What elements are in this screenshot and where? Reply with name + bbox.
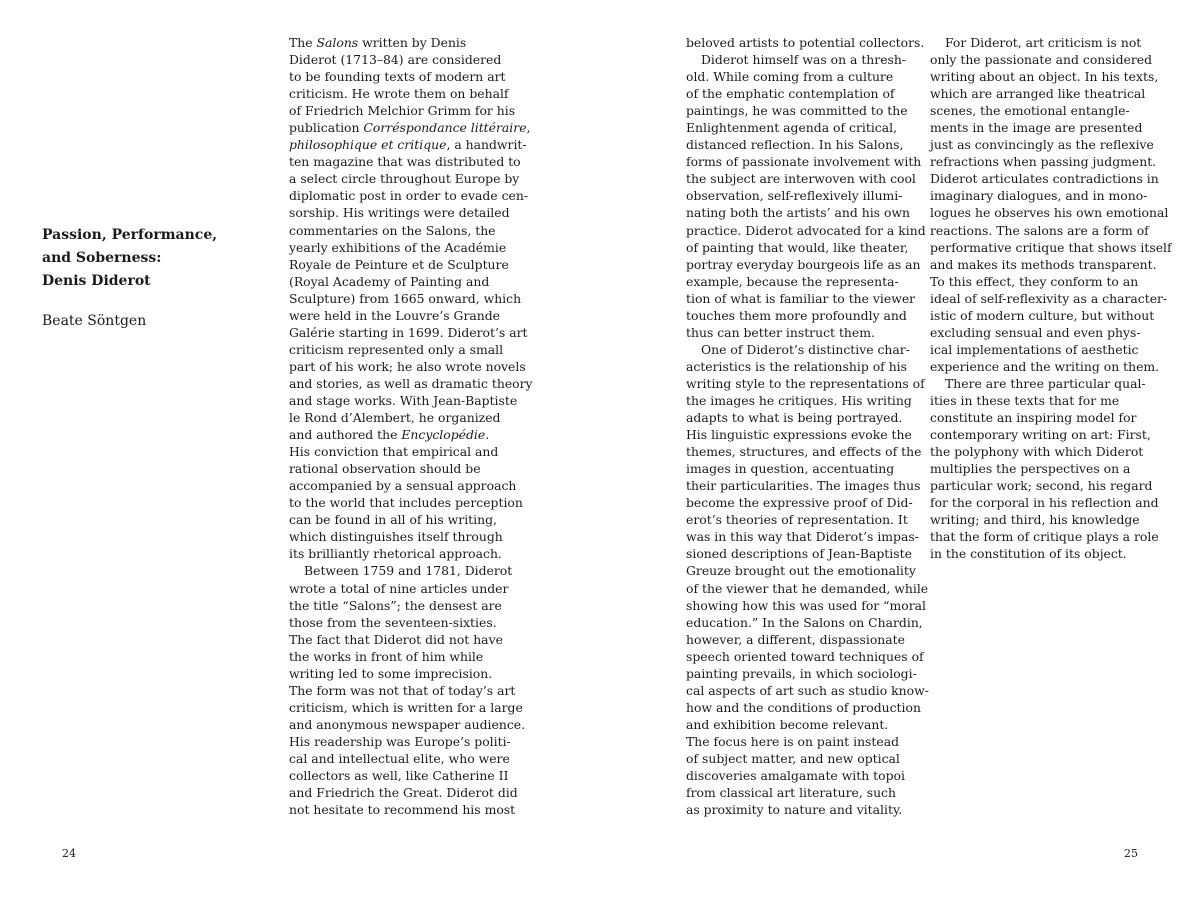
text-line: constitute an inspiring model for bbox=[930, 410, 1137, 426]
text-line: the polyphony with which Diderot bbox=[930, 444, 1144, 460]
text-line: old. While coming from a culture bbox=[686, 69, 894, 85]
text-line: speech oriented toward techniques of bbox=[686, 648, 924, 664]
text-line: acteristics is the relationship of his bbox=[686, 358, 907, 374]
text-line: performative critique that shows itself bbox=[930, 239, 1172, 255]
text-line: which are arranged like theatrical bbox=[930, 86, 1146, 102]
page-number-left: 24 bbox=[62, 847, 76, 860]
text-line: Diderot himself was on a thresh- bbox=[701, 52, 907, 68]
text-line: His conviction that empirical and bbox=[289, 444, 499, 460]
text-line: of the viewer that he demanded, while bbox=[686, 580, 929, 596]
text-line: Diderot (1713–84) are considered bbox=[289, 52, 502, 68]
text-line: become the expressive proof of Did- bbox=[686, 495, 913, 511]
text-line: ten magazine that was distributed to bbox=[289, 154, 521, 170]
text-line: and Friedrich the Great. Diderot did bbox=[289, 785, 518, 801]
text-line: yearly exhibitions of the Académie bbox=[289, 239, 507, 255]
text-line: sioned descriptions of Jean-Baptiste bbox=[686, 546, 912, 562]
text-line: themes, structures, and effects of the bbox=[686, 444, 922, 460]
text-line: showing how this was used for “moral bbox=[686, 597, 926, 613]
text-line: nating both the artists’ and his own bbox=[686, 205, 911, 221]
text-line: observation, self-reflexively illumi- bbox=[686, 188, 903, 204]
text-line: excluding sensual and even phys- bbox=[930, 324, 1141, 340]
text-line: writing style to the representations of bbox=[686, 375, 925, 391]
text-line: in the constitution of its object. bbox=[930, 546, 1127, 562]
text-line: Galérie starting in 1699. Diderot’s art bbox=[289, 324, 528, 340]
text-line: painting prevails, in which sociologi- bbox=[686, 665, 917, 681]
text-line: For Diderot, art criticism is not bbox=[945, 35, 1142, 50]
text-line: practice. Diderot advocated for a kind bbox=[686, 222, 926, 238]
text-line: (Royal Academy of Painting and bbox=[289, 273, 490, 289]
text-line: only the passionate and considered bbox=[930, 52, 1153, 68]
text-line: Between 1759 and 1781, Diderot bbox=[304, 563, 513, 579]
text-line: scenes, the emotional entangle- bbox=[930, 103, 1130, 119]
text-line: the title “Salons”; the densest are bbox=[289, 597, 502, 613]
page-number-right: 25 bbox=[1124, 847, 1138, 860]
text-line: philosophique et critique, a handwrit- bbox=[289, 137, 527, 153]
text-line: of the emphatic contemplation of bbox=[686, 86, 895, 102]
text-line: cal and intellectual elite, who were bbox=[289, 750, 510, 766]
text-line: and exhibition become relevant. bbox=[686, 716, 889, 732]
text-line: imaginary dialogues, and in mono- bbox=[930, 188, 1148, 204]
text-line: and authored the Encyclopédie. bbox=[289, 427, 490, 443]
text-line: however, a different, dispassionate bbox=[686, 631, 905, 647]
text-line: to the world that includes perception bbox=[289, 495, 523, 511]
text-line: example, because the representa- bbox=[686, 273, 899, 289]
text-line: accompanied by a sensual approach bbox=[289, 478, 517, 494]
text-line: the works in front of him while bbox=[289, 648, 484, 664]
text-line: le Rond d’Alembert, he organized bbox=[289, 410, 501, 426]
text-line: commentaries on the Salons, the bbox=[289, 222, 496, 238]
text-line: tion of what is familiar to the viewer bbox=[686, 290, 916, 306]
chapter-title-line: Denis Diderot bbox=[42, 273, 151, 289]
text-line: of Friedrich Melchior Grimm for his bbox=[289, 103, 516, 119]
text-line: Enlightenment agenda of critical, bbox=[686, 120, 898, 136]
chapter-title-line: Passion, Performance, bbox=[42, 227, 218, 243]
text-line: The form was not that of today’s art bbox=[289, 682, 516, 698]
text-line: multiplies the perspectives on a bbox=[930, 461, 1131, 477]
text-line: adapts to what is being portrayed. bbox=[686, 410, 903, 426]
text-line: His readership was Europe’s politi- bbox=[289, 733, 511, 749]
text-line: ideal of self-reflexivity as a character- bbox=[930, 290, 1168, 306]
text-line: and makes its methods transparent. bbox=[930, 256, 1157, 272]
text-line: the subject are interwoven with cool bbox=[686, 171, 916, 187]
text-line: was in this way that Diderot’s impas- bbox=[686, 529, 919, 545]
text-line: sorship. His writings were detailed bbox=[289, 205, 510, 221]
text-line: how and the conditions of production bbox=[686, 699, 921, 715]
text-line: Sculpture) from 1665 onward, which bbox=[289, 290, 522, 306]
text-line: education.” In the Salons on Chardin, bbox=[686, 614, 923, 630]
text-line: forms of passionate involvement with bbox=[686, 154, 922, 170]
text-line: of subject matter, and new optical bbox=[686, 750, 900, 766]
text-line: erot’s theories of representation. It bbox=[686, 512, 908, 528]
text-line: writing about an object. In his texts, bbox=[930, 69, 1159, 85]
text-line: logues he observes his own emotional bbox=[930, 205, 1169, 221]
text-line: reactions. The salons are a form of bbox=[930, 222, 1149, 238]
text-line: ments in the image are presented bbox=[930, 120, 1143, 136]
text-line: experience and the writing on them. bbox=[930, 358, 1160, 374]
text-line: particular work; second, his regard bbox=[930, 478, 1153, 494]
text-line: and stage works. With Jean-Baptiste bbox=[289, 392, 518, 408]
text-line: that the form of critique plays a role bbox=[930, 529, 1159, 545]
text-line: refractions when passing judgment. bbox=[930, 154, 1157, 170]
text-line: cal aspects of art such as studio know- bbox=[686, 682, 929, 698]
text-line: Royale de Peinture et de Sculpture bbox=[289, 256, 509, 272]
text-line: portray everyday bourgeois life as an bbox=[686, 256, 921, 272]
text-line: just as convincingly as the reflexive bbox=[930, 137, 1154, 153]
text-line: criticism, which is written for a large bbox=[289, 699, 523, 715]
text-line: criticism represented only a small bbox=[289, 341, 504, 357]
text-line: touches them more profoundly and bbox=[686, 307, 907, 323]
text-line: Diderot articulates contradictions in bbox=[930, 171, 1159, 187]
text-line: can be found in all of his writing, bbox=[289, 512, 497, 528]
text-line: rational observation should be bbox=[289, 461, 481, 477]
text-line: collectors as well, like Catherine II bbox=[289, 768, 509, 784]
text-line: contemporary writing on art: First, bbox=[930, 427, 1151, 443]
text-line: Greuze brought out the emotionality bbox=[686, 563, 916, 579]
text-line: criticism. He wrote them on behalf bbox=[289, 86, 509, 102]
chapter-heading bbox=[42, 224, 262, 333]
text-line: to be founding texts of modern art bbox=[289, 69, 506, 85]
author-name: Beate Söntgen bbox=[42, 313, 147, 329]
text-line: images in question, accentuating bbox=[686, 461, 895, 477]
text-column-3 bbox=[930, 34, 1172, 562]
chapter-title bbox=[42, 224, 262, 293]
text-line: writing led to some imprecision. bbox=[289, 665, 493, 681]
text-column-1 bbox=[289, 34, 533, 818]
text-line: their particularities. The images thus bbox=[686, 478, 921, 494]
text-line: a select circle throughout Europe by bbox=[289, 171, 520, 187]
text-line: paintings, he was committed to the bbox=[686, 103, 908, 119]
text-line: and stories, as well as dramatic theory bbox=[289, 375, 533, 391]
text-line: There are three particular qual- bbox=[945, 375, 1146, 391]
text-line: which distinguishes itself through bbox=[289, 529, 503, 545]
text-line: His linguistic expressions evoke the bbox=[686, 427, 912, 443]
text-line: beloved artists to potential collectors. bbox=[686, 35, 925, 50]
text-line: from classical art literature, such bbox=[686, 785, 896, 801]
text-line: The focus here is on paint instead bbox=[686, 733, 900, 749]
text-line: distanced reflection. In his Salons, bbox=[686, 137, 904, 153]
text-line: ities in these texts that for me bbox=[930, 392, 1120, 408]
text-column-2 bbox=[686, 34, 929, 818]
text-line: discoveries amalgamate with topoi bbox=[686, 768, 905, 784]
text-line: The Salons written by Denis bbox=[289, 35, 467, 50]
text-line: not hesitate to recommend his most bbox=[289, 802, 516, 818]
text-line: for the corporal in his reflection and bbox=[930, 495, 1159, 511]
text-line: the images he critiques. His writing bbox=[686, 392, 912, 408]
text-line: One of Diderot’s distinctive char- bbox=[701, 341, 910, 357]
text-line: istic of modern culture, but without bbox=[930, 307, 1155, 323]
text-line: and anonymous newspaper audience. bbox=[289, 716, 526, 732]
chapter-title-line: and Soberness: bbox=[42, 250, 162, 266]
text-line: its brilliantly rhetorical approach. bbox=[289, 546, 502, 562]
text-line: those from the seventeen-sixties. bbox=[289, 614, 497, 630]
text-line: part of his work; he also wrote novels bbox=[289, 358, 526, 374]
text-line: of painting that would, like theater, bbox=[686, 239, 909, 255]
text-line: as proximity to nature and vitality. bbox=[686, 802, 903, 818]
text-line: thus can better instruct them. bbox=[686, 324, 875, 340]
text-line: To this effect, they conform to an bbox=[930, 273, 1139, 289]
text-line: The fact that Diderot did not have bbox=[289, 631, 503, 647]
text-line: publication Corréspondance littéraire, bbox=[289, 120, 531, 136]
text-line: diplomatic post in order to evade cen- bbox=[289, 188, 529, 204]
text-line: were held in the Louvre’s Grande bbox=[289, 307, 501, 323]
text-line: writing; and third, his knowledge bbox=[930, 512, 1140, 528]
text-line: ical implementations of aesthetic bbox=[930, 341, 1139, 357]
text-line: wrote a total of nine articles under bbox=[289, 580, 509, 596]
